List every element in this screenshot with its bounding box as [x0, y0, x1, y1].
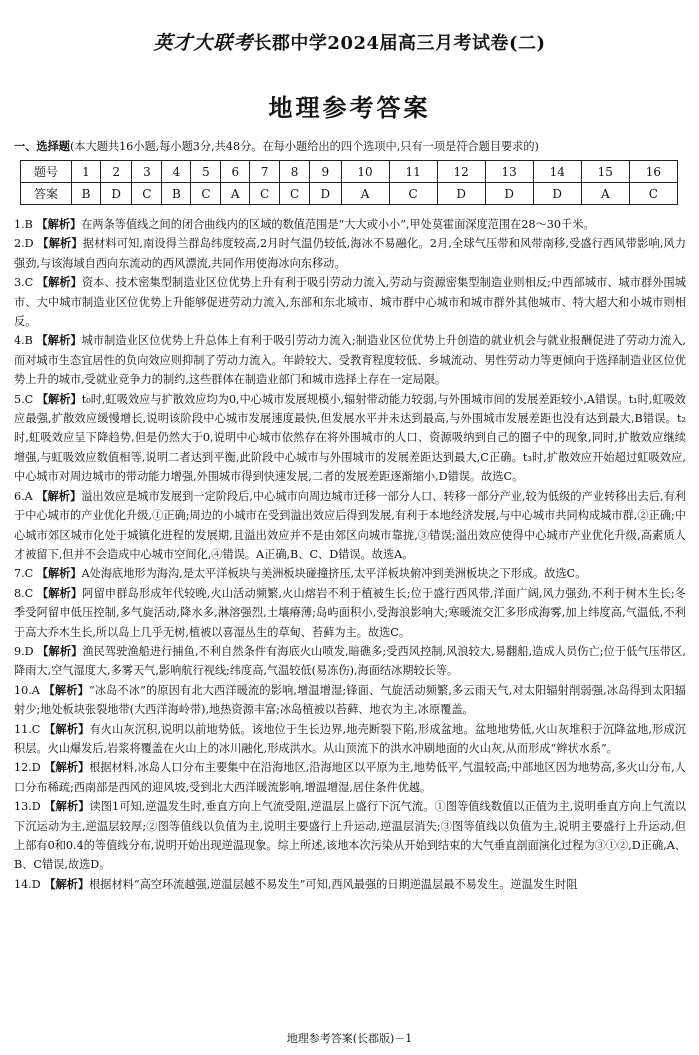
question-number-cell: 7: [250, 161, 280, 183]
explanation-number: 9.D: [14, 644, 34, 658]
question-number-cell: 14: [533, 161, 581, 183]
section-heading: [14, 138, 694, 154]
explanation-number: 13.D: [14, 800, 41, 814]
question-number-cell: 15: [581, 161, 629, 183]
explanation-item: [14, 234, 686, 273]
question-number-cell: 12: [437, 161, 485, 183]
question-number-cell: 1: [72, 161, 101, 183]
explanation-text: 有火山灰沉积,说明以前地势低。该地位于生长边界,地壳断裂下陷,形成盆地。盆地地势低,火山灰堆积于沉降盆地,形成沉积层。火山爆发后,岩浆将覆盖在火山上的冰川融化,形成洪水。从山顶流下的洪水冲刷地面的火山灰,从而形成“辫状水系”。: [14, 722, 686, 755]
analysis-tag: 【解析】: [36, 566, 82, 581]
answer-cell: C: [191, 183, 221, 205]
section-instructions: (本大题共16小题,每小题3分,共48分。在每小题给出的四个选项中,只有一项是符合题目要求的): [69, 140, 539, 153]
explanation-item: [14, 681, 686, 720]
exam-header: [0, 28, 699, 55]
explanation-text: 根据材料,冰岛人口分布主要集中在沿海地区,沿海地区以平原为主,地势低平,气温较高;中部地区因为地势高,多火山分布,人口分布稀疏;西南部是西风的迎风坡,受到北大西洋暖流影响,增温增湿,居住条件优越。: [14, 761, 686, 794]
analysis-tag: 【解析】: [37, 236, 83, 251]
explanation-item: [14, 273, 686, 331]
analysis-tag: 【解析】: [44, 799, 90, 814]
question-number-cell: 3: [132, 161, 162, 183]
analysis-tag: 【解析】: [43, 682, 89, 697]
exam-title-line: 长郡中学2024届高三月考试卷(二): [253, 33, 546, 54]
explanation-item: [14, 797, 686, 875]
answer-cell: D: [533, 183, 581, 205]
answer-cell: A: [341, 183, 389, 205]
row-label-answer: 答案: [21, 183, 72, 205]
explanation-text: 读图1可知,逆温发生时,垂直方向上气流受阻,逆温层上盛行下沉气流。①图等值线数值以正值为主,说明垂直方向上气流以下沉运动为主,逆温层较厚;②图等值线以负值为主,说明主要盛行上升运动,逆温层消失;③图等值线以负值为主,说明主要盛行上升运动,但上部有0和0.4的等值线分布,说明开始出现逆温现象。综上所述,该地本次污染从开始到结束的大气垂直剖面演化过程为③①②,D正确,A、B、C错误,故选D。: [14, 800, 686, 872]
analysis-tag: 【解析】: [36, 391, 82, 406]
question-number-cell: 2: [101, 161, 132, 183]
explanation-item: [14, 215, 686, 234]
explanation-number: 4.B: [14, 334, 33, 348]
question-number-cell: 8: [280, 161, 310, 183]
answer-cell: D: [101, 183, 132, 205]
explanation-item: [14, 642, 686, 681]
page-footer: 地理参考答案(长郡版)－1: [286, 1032, 413, 1045]
explanation-number: 6.A: [14, 489, 33, 503]
explanation-number: 2.D: [14, 237, 34, 251]
explanation-item: [14, 584, 686, 642]
analysis-tag: 【解析】: [37, 643, 83, 658]
explanation-item: [14, 564, 686, 583]
explanation-item: [14, 875, 686, 894]
answer-cell: B: [162, 183, 191, 205]
question-number-cell: 11: [389, 161, 437, 183]
question-number-cell: 4: [162, 161, 191, 183]
explanation-text: A处海底地形为海沟,是太平洋板块与美洲板块碰撞挤压,太平洋板块俯冲到美洲板块之下形成。故选C。: [81, 567, 587, 581]
explanation-text: “冰岛不冰”的原因有北大西洋暖流的影响,增温增湿;锋面、气旋活动频繁,多云雨天气,对太阳辐射削弱强,冰岛得到太阳辐射少;地处板块张裂地带(大西洋海岭带),地热资源丰富;冰岛植被以苔藓、地衣为主,冰原覆盖。: [14, 683, 686, 717]
explanation-text: 渔民驾驶渔船进行捕鱼,不利自然条件有海底火山喷发,暗礁多;受西风控制,风浪较大,易翻船,造成人员伤亡;位于低气压带区,降雨大,空气湿度大,多雾天气,影响航行视线;纬度高,气温较低(易冻伤),海面结冰期较长等。: [14, 644, 686, 678]
explanation-number: 3.C: [14, 276, 34, 290]
answer-row: [21, 183, 678, 205]
answer-cell: C: [629, 183, 677, 205]
answer-table: [20, 160, 678, 205]
analysis-tag: 【解析】: [36, 585, 83, 600]
answer-cell: D: [437, 183, 485, 205]
analysis-tag: 【解析】: [44, 876, 90, 891]
section-label: 一、选择题: [14, 139, 70, 153]
question-number-cell: 10: [341, 161, 389, 183]
explanations-list: [14, 215, 686, 894]
question-number-cell: 5: [191, 161, 221, 183]
answer-cell: C: [280, 183, 310, 205]
answer-cell: D: [310, 183, 341, 205]
row-label-question: 题号: [21, 161, 72, 183]
explanation-number: 12.D: [14, 761, 41, 775]
explanation-text: 资本、技术密集型制造业区位优势上升有利于吸引劳动力流入,劳动与资源密集型制造业则相反;中西部城市、城市群外围城市、大中城市制造业区位优势上升能够促进劳动力流入,东部和东北城市、城市群中心城市和城市群外其他城市、特大超大和小城市则相反。: [14, 276, 686, 329]
answer-cell: A: [221, 183, 250, 205]
explanation-item: [14, 331, 686, 389]
explanation-text: 阿留申群岛形成年代较晚,火山活动频繁,火山熔岩不利于植被生长;位于盛行西风带,洋面广阔,风力强劲,不利于树木生长;冬季受阿留申低压控制,多气旋活动,降水多,淋溶强烈,土壤瘠薄;岛屿面积小,受海浪影响大;寒暖流交汇多形成海雾,加上纬度高,气温低,不利于高大乔木生长,所以岛上几乎无树,植被以喜湿丛生的草甸、苔藓为主。故选C。: [14, 586, 686, 639]
analysis-tag: 【解析】: [36, 275, 82, 290]
explanation-item: [14, 487, 686, 565]
explanation-item: [14, 720, 686, 759]
explanation-number: 7.C: [14, 567, 34, 581]
explanation-number: 1.B: [14, 218, 33, 231]
explanation-item: [14, 390, 686, 487]
answer-cell: C: [250, 183, 280, 205]
question-number-row: [21, 161, 678, 183]
explanation-text: 据材料可知,南设得兰群岛纬度较高,2月时气温仍较低,海冰不易融化。2月,全球气压带和风带南移,受盛行西风带影响,风力强劲,与该海域自西向东流动的西风漂流,共同作用使海冰向东移动。: [14, 237, 687, 270]
explanation-item: [14, 758, 686, 797]
explanation-number: 8.C: [14, 586, 34, 600]
explanation-text: 根据材料“高空环流越强,逆温层越不易发生”可知,西风最强的日期逆温层最不易发生。逆温发生时阻: [89, 877, 578, 891]
explanation-text: 城市制造业区位优势上升总体上有利于吸引劳动力流入;制造业区位优势上升创造的就业机会与就业报酬促进了劳动力流入,而对城市生态宜居性的负向效应则抑制了劳动力流入。年龄较大、受教育程度较低、乡城流动、男性劳动力等更倾向于选择制造业区位优势上升的城市,受就业竞争力的制约,这些群体在制造业部门和城市选择上存在一定局限。: [14, 334, 686, 387]
explanation-number: 10.A: [14, 683, 40, 697]
question-number-cell: 6: [221, 161, 250, 183]
analysis-tag: 【解析】: [36, 333, 82, 348]
explanation-number: 11.C: [14, 722, 41, 736]
question-number-cell: 16: [629, 161, 677, 183]
analysis-tag: 【解析】: [44, 760, 90, 775]
question-number-cell: 9: [310, 161, 341, 183]
answer-cell: B: [72, 183, 101, 205]
explanation-text: t₀时,虹吸效应与扩散效应均为0,中心城市发展规模小,辐射带动能力较弱,与外围城市间的发展差距较小,A错误。t₁时,虹吸效应最强,扩散效应缓慢增长,说明该阶段中心城市发展速度最快,但发展水平并未达到最高,与外围城市发展差距也没有达到最大,B错误。t₂时,虹吸效应呈下降趋势,但是仍然大于0,说明中心城市依然存在将外围城市的人口、资源吸纳到自己的圈子中的现象,同时,扩散效应继续增强,与虹吸效应数值相等,说明二者达到平衡,此阶段中心城市与外围城市的发展差距达到最大,C正确。t₃时,扩散效应开始超过虹吸效应,中心城市对周边城市的带动能力增强,外围城市得到快速发展,二者的发展差距逐渐缩小,D错误。故选C。: [14, 392, 686, 484]
answer-cell: A: [581, 183, 629, 205]
answer-cell: C: [389, 183, 437, 205]
analysis-tag: 【解析】: [36, 217, 82, 231]
explanation-text: 在两条等值线之间的闭合曲线内的区域的数值范围是“大大或小小”,甲处莫霍面深度范围在28～30千米。: [81, 218, 595, 231]
page-title: 地理参考答案: [268, 94, 431, 122]
brand-name: 英才大联考: [153, 32, 254, 54]
answer-cell: C: [132, 183, 162, 205]
analysis-tag: 【解析】: [36, 488, 82, 503]
analysis-tag: 【解析】: [44, 721, 90, 736]
answer-cell: D: [485, 183, 533, 205]
question-number-cell: 13: [485, 161, 533, 183]
explanation-text: 溢出效应是城市发展到一定阶段后,中心城市向周边城市迁移一部分人口、转移一部分产业,较为低级的产业转移出去后,有利于中心城市的产业优化升级,①正确;周边的小城市在受到溢出效应后得到发展,有利于本地经济发展,与中心城市共同构成城市群,②正确;中心城市郊区城市化处于城镇化进程的发展期,且溢出效应并不是由郊区向城市靠拢,③错误;溢出效应使得中心城市产业优化升级,高素质人才被留下,但并不会造成中心城市空间化,④错误。A正确,B、C、D错误。故选A。: [14, 489, 686, 561]
explanation-number: 5.C: [14, 392, 34, 406]
explanation-number: 14.D: [14, 877, 41, 891]
